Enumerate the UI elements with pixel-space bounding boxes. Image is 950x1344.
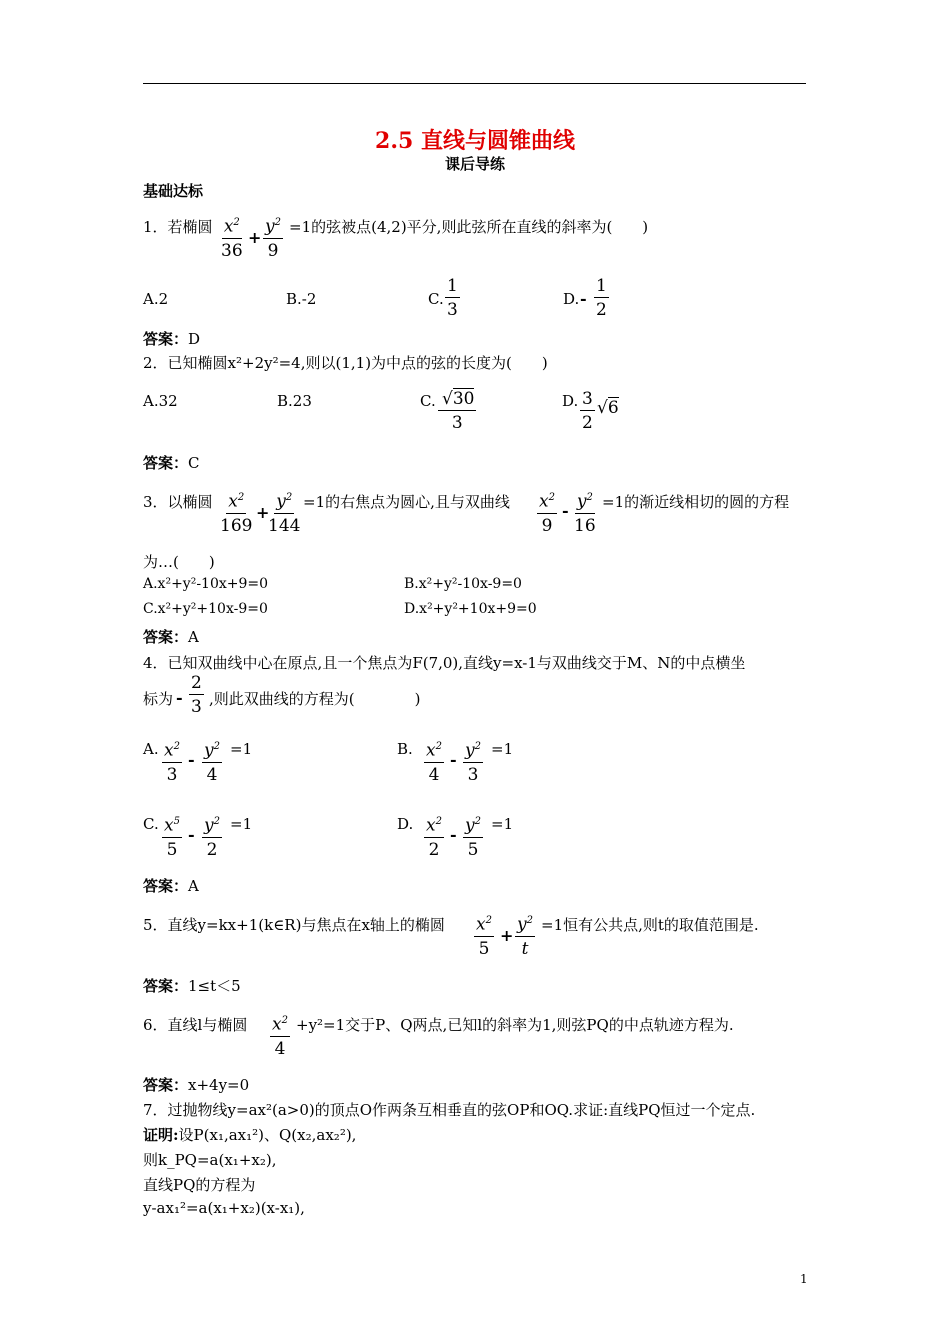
q4-option-c-frac1: $\frac{x^5}{5}$ <box>162 811 182 862</box>
q1-post: =1的弦被点(4,2)平分,则此弦所在直线的斜率为( ) <box>289 218 649 236</box>
q4-option-c-minus: - <box>188 825 195 844</box>
q5-frac2: $\frac{y^2}{t}$ <box>515 910 535 961</box>
q3-option-b: B.x²+y²-10x-9=0 <box>404 576 522 592</box>
q7-text: 7．过抛物线y=ax²(a>0)的顶点O作两条互相垂直的弦OP和OQ.求证:直线PQ恒过一个定点. <box>143 1101 756 1119</box>
q4-option-d-frac1: $\frac{x^2}{2}$ <box>424 811 444 862</box>
q7-proof-line1: 证明:设P(x₁,ax₁²)、Q(x₂,ax₂²), <box>143 1126 357 1144</box>
q4-line2-sign: - <box>176 688 183 707</box>
q4-option-d-minus: - <box>450 825 457 844</box>
q4-option-d: D. <box>397 815 414 833</box>
q3-op2: - <box>562 501 569 520</box>
q4-option-c-eq: =1 <box>230 815 253 833</box>
q2-option-c: C. <box>420 392 436 410</box>
q7-proof-line3: 直线PQ的方程为 <box>143 1176 256 1194</box>
q3-pre: 3．以椭圆 <box>143 493 213 511</box>
q4-option-b-minus: - <box>450 750 457 769</box>
q3-option-c: C.x²+y²+10x-9=0 <box>143 601 268 617</box>
header-rule <box>143 83 806 84</box>
q2-option-c-frac: $\frac{√30}{3}$ <box>438 388 476 435</box>
q4-line2-pre: 标为 <box>143 690 174 708</box>
q5-post: =1恒有公共点,则t的取值范围是. <box>541 916 759 934</box>
q4-answer: 答案：A <box>143 877 199 895</box>
page-number: 1 <box>800 1272 808 1286</box>
q3-answer: 答案：A <box>143 628 199 646</box>
q4-option-a-frac1: $\frac{x^2}{3}$ <box>162 736 182 787</box>
q1-option-c-frac: $\frac{1}{3}$ <box>447 276 458 320</box>
q2-option-d-radical: √6 <box>597 398 619 418</box>
q3-option-a: A.x²+y²-10x+9=0 <box>143 576 269 592</box>
q7-proof-line4: y-ax₁²=a(x₁+x₂)(x-x₁), <box>143 1199 305 1217</box>
q1-frac1: $\frac{x^2}{36}$ <box>221 212 243 263</box>
q2-option-d: D. <box>562 392 579 410</box>
q1-frac2: $\frac{y^2}{9}$ <box>263 212 283 263</box>
q3-option-d: D.x²+y²+10x+9=0 <box>404 601 537 617</box>
q4-option-b-eq: =1 <box>491 740 514 758</box>
q1-option-a: A.2 <box>143 290 169 308</box>
q6-post: +y²=1交于P、Q两点,已知l的斜率为1,则弦PQ的中点轨迹方程为. <box>296 1016 734 1034</box>
q4-option-d-eq: =1 <box>491 815 514 833</box>
q1-option-d-frac: $\frac{1}{2}$ <box>596 276 607 320</box>
q3-frac4: $\frac{y^2}{16}$ <box>574 487 596 538</box>
q5-frac1: $\frac{x^2}{5}$ <box>474 910 494 961</box>
q1-option-d-sign: - <box>580 289 587 308</box>
q3-mid: =1的右焦点为圆心,且与双曲线 <box>303 493 510 511</box>
q4-line2-post: ,则此双曲线的方程为( ) <box>209 690 421 708</box>
q2-answer: 答案：C <box>143 454 200 472</box>
q4-option-b-frac2: $\frac{y^2}{3}$ <box>463 736 483 787</box>
q1-pre: 1．若椭圆 <box>143 218 213 236</box>
q6-frac1: $\frac{x^2}{4}$ <box>270 1010 290 1061</box>
q3-frac3: $\frac{x^2}{9}$ <box>537 487 557 538</box>
q2-text: 2．已知椭圆x²+2y²=4,则以(1,1)为中点的弦的长度为( ) <box>143 354 548 372</box>
section-heading: 基础达标 <box>143 182 204 200</box>
q2-option-a: A.32 <box>143 392 178 410</box>
q4-option-b: B. <box>397 740 413 758</box>
q1-option-d: D. <box>563 290 580 308</box>
page-subtitle: 课后导练 <box>444 155 505 173</box>
q3-frac2: $\frac{y^2}{144}$ <box>268 487 300 538</box>
q4-option-a-frac2: $\frac{y^2}{4}$ <box>202 736 222 787</box>
q5-answer: 答案：1≤t＜5 <box>143 977 241 995</box>
q2-option-b: B.23 <box>277 392 312 410</box>
q2-option-d-frac: $\frac{3}{2}$ <box>582 389 593 433</box>
q4-line1: 4．已知双曲线中心在原点,且一个焦点为F(7,0),直线y=x-1与双曲线交于M、N的中点横坐 <box>143 654 746 672</box>
q5-pre: 5．直线y=kx+1(k∈R)与焦点在x轴上的椭圆 <box>143 916 445 934</box>
q1-op: + <box>248 228 262 247</box>
q4-line2-frac: $\frac{2}{3}$ <box>191 673 202 717</box>
q7-proof-line2: 则k_PQ=a(x₁+x₂), <box>143 1151 277 1169</box>
q4-option-a-eq: =1 <box>230 740 253 758</box>
q4-option-a: A. <box>143 740 159 758</box>
q6-pre: 6．直线l与椭圆 <box>143 1016 248 1034</box>
q3-line2: 为…( ) <box>143 553 215 571</box>
q4-option-b-frac1: $\frac{x^2}{4}$ <box>424 736 444 787</box>
q4-option-a-minus: - <box>188 750 195 769</box>
q3-frac1: $\frac{x^2}{169}$ <box>220 487 252 538</box>
q3-post: =1的渐近线相切的圆的方程 <box>602 493 790 511</box>
q5-op: + <box>500 926 514 945</box>
q4-option-c: C. <box>143 815 159 833</box>
q1-answer: 答案：D <box>143 330 201 348</box>
q1-option-c: C. <box>428 290 444 308</box>
q3-op1: + <box>256 503 270 522</box>
page-title: 2.5 直线与圆锥曲线 <box>375 128 575 154</box>
q4-option-c-frac2: $\frac{y^2}{2}$ <box>202 811 222 862</box>
q6-answer: 答案：x+4y=0 <box>143 1076 250 1094</box>
q1-option-b: B.-2 <box>286 290 317 308</box>
q4-option-d-frac2: $\frac{y^2}{5}$ <box>463 811 483 862</box>
